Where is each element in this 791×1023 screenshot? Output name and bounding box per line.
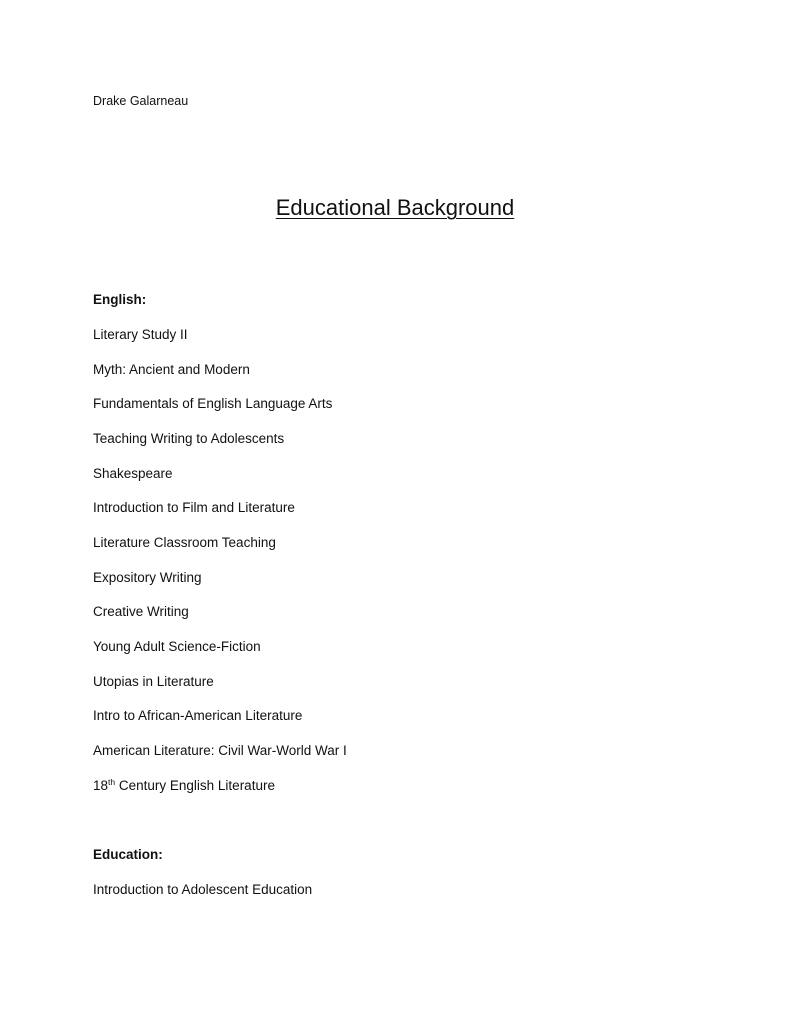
- course-ordinal-number: 18: [93, 778, 109, 793]
- course-item: Shakespeare: [93, 466, 173, 481]
- course-item: Myth: Ancient and Modern: [93, 362, 250, 377]
- course-item: [93, 777, 275, 794]
- course-item: Utopias in Literature: [93, 674, 214, 689]
- course-item: Intro to African-American Literature: [93, 708, 303, 723]
- author-name: Drake Galarneau: [93, 94, 189, 108]
- page-title: [0, 194, 791, 222]
- course-item: Fundamentals of English Language Arts: [93, 396, 333, 411]
- course-item: Expository Writing: [93, 570, 202, 585]
- page-title-text: Educational Background: [275, 195, 515, 220]
- course-item-text: Century English Literature: [115, 778, 275, 793]
- course-ordinal-suffix: th: [108, 777, 116, 787]
- course-item: Creative Writing: [93, 604, 189, 619]
- course-item: Literary Study II: [93, 327, 188, 342]
- course-item: Introduction to Adolescent Education: [93, 882, 313, 897]
- course-item: Introduction to Film and Literature: [93, 500, 295, 515]
- section-heading-education: Education:: [93, 847, 163, 862]
- course-item: American Literature: Civil War-World War I: [93, 743, 347, 758]
- course-item: Teaching Writing to Adolescents: [93, 431, 285, 446]
- course-item: Young Adult Science-Fiction: [93, 639, 261, 654]
- course-item: Literature Classroom Teaching: [93, 535, 276, 550]
- section-heading-english: English:: [93, 292, 147, 307]
